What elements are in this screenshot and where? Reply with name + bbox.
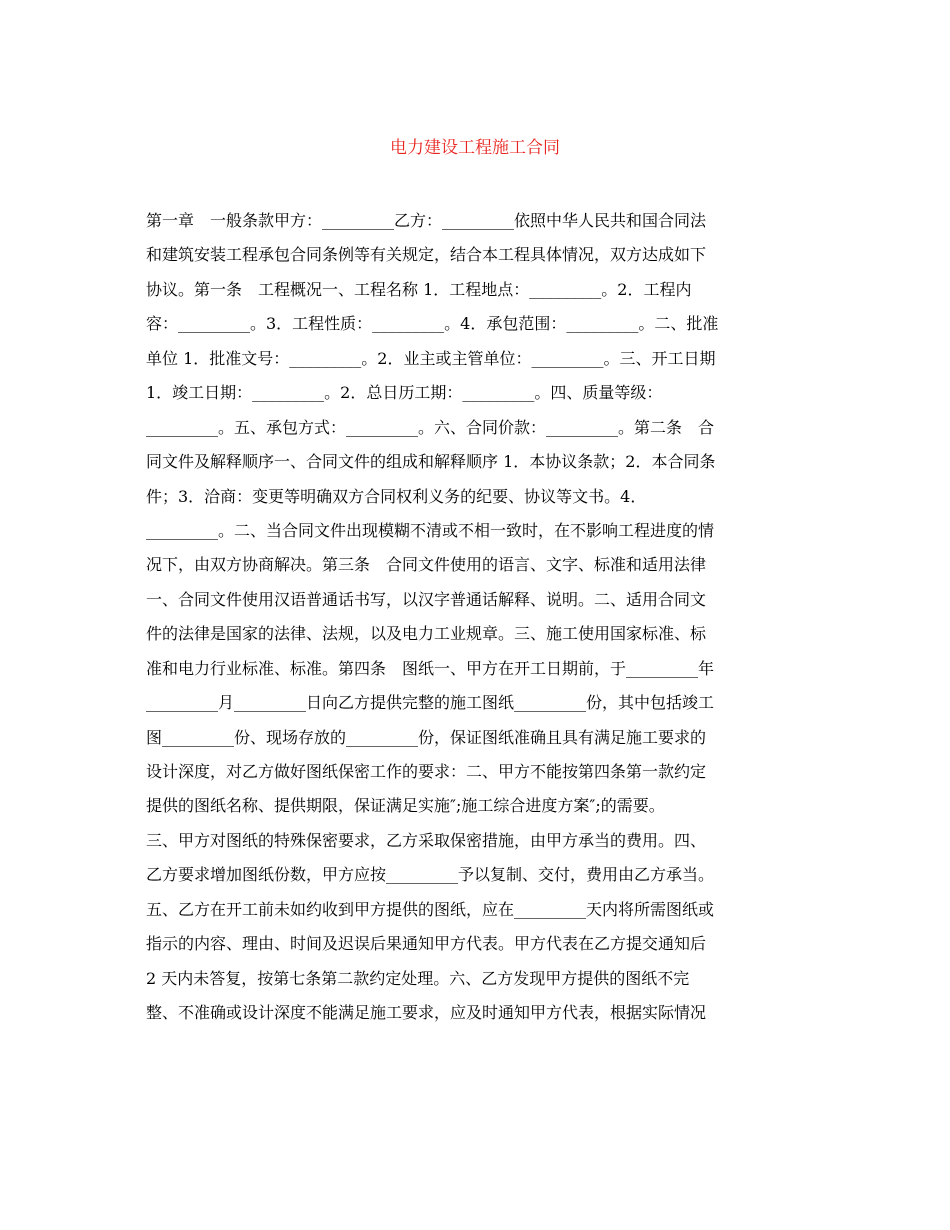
body-line: 件的法律是国家的法律、法规，以及电力工业规章。三、施工使用国家标准、标 [146,624,707,644]
body-line: 图_________份、现场存放的_________份，保证图纸准确且具有满足施工要求的 [146,727,707,747]
body-line: 容：_________。3．工程性质：_________。4．承包范围：_________。二、批准 [146,314,719,334]
body-line: 准和电力行业标准、标准。第四条 图纸一、甲方在开工日期前，于_________年 [146,658,715,678]
body-line: 乙方要求增加图纸份数，甲方应按_________予以复制、交付，费用由乙方承当。 [146,865,715,885]
body-line: 提供的图纸名称、提供期限，保证满足实施″;施工综合进度方案″;的需要。 [146,796,665,816]
body-line: 指示的内容、理由、时间及迟误后果通知甲方代表。甲方代表在乙方提交通知后 [146,934,707,954]
body-line: 2 天内未答复，按第七条第二款约定处理。六、乙方发现甲方提供的图纸不完 [146,968,690,988]
body-line: 1．竣工日期：_________。2．总日历工期：_________。四、质量等级： [146,383,663,403]
body-line: 设计深度，对乙方做好图纸保密工作的要求：二、甲方不能按第四条第一款约定 [146,762,707,781]
body-line: 整、不准确或设计深度不能满足施工要求，应及时通知甲方代表，根据实际情况 [146,1003,707,1023]
body-line: 五、乙方在开工前未如约收到甲方提供的图纸，应在_________天内将所需图纸或 [146,899,715,919]
document-title: 电力建设工程施工合同 [390,138,560,158]
body-line: 一、合同文件使用汉语普通话书写，以汉字普通话解释、说明。二、适用合同文 [146,589,707,609]
body-line: 协议。第一条 工程概况一、工程名称 1．工程地点：_________。2．工程内 [146,279,692,299]
body-line: _________月_________日向乙方提供完整的施工图纸_________份，其中包括竣工 [146,693,715,713]
body-line: 和建筑安装工程承包合同条例等有关规定，结合本工程具体情况，双方达成如下 [146,245,707,265]
body-line: 三、甲方对图纸的特殊保密要求，乙方采取保密措施，由甲方承当的费用。四、 [146,830,707,850]
body-line: _________。二、当合同文件出现模糊不清或不相一致时，在不影响工程进度的情 [146,520,715,540]
body-line: 况下，由双方协商解决。第三条 合同文件使用的语言、文字、标准和适用法律 [146,555,707,575]
body-line: _________。五、承包方式：_________。六、合同价款：_________。第二条 合 [146,417,715,437]
document-body [146,204,806,1031]
body-line: 同文件及解释顺序一、合同文件的组成和解释顺序 1．本协议条款；2．本合同条 [146,452,716,472]
body-line: 单位 1．批准文号：_________。2．业主或主管单位：_________。三、开工日期 [146,348,716,368]
body-line: 件；3．洽商：变更等明确双方合同权利义务的纪要、协议等文书。4． [146,486,647,506]
body-line: 第一章 一般条款甲方：_________乙方：_________依照中华人民共和国合同法 [146,211,707,230]
